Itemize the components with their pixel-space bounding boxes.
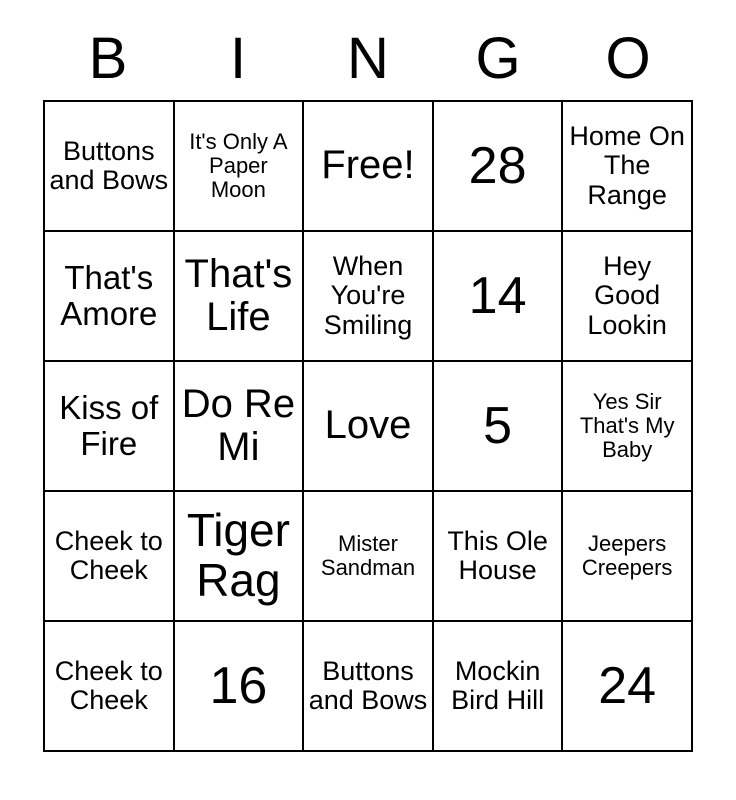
bingo-cell[interactable]	[434, 622, 564, 752]
bingo-cell[interactable]	[434, 102, 564, 232]
header-letter-o: O	[605, 26, 651, 91]
bingo-cell[interactable]	[304, 232, 434, 362]
bingo-cell-label: Cheek to Cheek	[54, 525, 163, 585]
bingo-cell-label: 14	[468, 266, 527, 325]
bingo-cell-label: Cheek to Cheek	[54, 655, 163, 715]
bingo-cell[interactable]	[45, 492, 175, 622]
bingo-cell-free[interactable]	[304, 102, 434, 232]
bingo-cell[interactable]	[563, 492, 693, 622]
bingo-cell[interactable]	[45, 232, 175, 362]
bingo-cell[interactable]	[45, 362, 175, 492]
bingo-cell[interactable]	[175, 102, 305, 232]
bingo-cell[interactable]	[175, 362, 305, 492]
bingo-cell-label: Do Re Mi	[181, 381, 296, 469]
bingo-cell-label: When You're Smiling	[323, 251, 413, 340]
bingo-cell[interactable]	[175, 622, 305, 752]
bingo-cell[interactable]	[175, 232, 305, 362]
bingo-cell-label: Buttons and Bows	[308, 655, 428, 715]
bingo-cell[interactable]	[434, 362, 564, 492]
bingo-cell[interactable]	[434, 492, 564, 622]
bingo-header-row	[43, 28, 693, 90]
bingo-cell-label: Tiger Rag	[186, 504, 290, 606]
bingo-cell-label: That's Amore	[60, 259, 158, 332]
bingo-row	[45, 492, 693, 622]
bingo-cell-label: 24	[598, 656, 657, 715]
bingo-cell-label: Hey Good Lookin	[587, 251, 667, 340]
bingo-cell[interactable]	[563, 102, 693, 232]
header-letter-g: G	[475, 26, 521, 91]
bingo-cell-label: Kiss of Fire	[59, 389, 159, 462]
bingo-row	[45, 362, 693, 492]
bingo-cell-label: Yes Sir That's My Baby	[579, 389, 675, 462]
bingo-cell-label: Mockin Bird Hill	[451, 655, 545, 715]
header-letter-i: I	[229, 26, 247, 91]
bingo-cell-label: It's Only A Paper Moon	[189, 129, 288, 202]
bingo-cell-label: 5	[483, 396, 513, 455]
bingo-cell-label: 16	[209, 656, 268, 715]
bingo-row	[45, 102, 693, 232]
bingo-cell[interactable]	[175, 492, 305, 622]
bingo-cell-label: Jeepers Creepers	[581, 531, 673, 580]
bingo-cell[interactable]	[563, 232, 693, 362]
header-letter-n: N	[347, 26, 389, 91]
bingo-cell-label: Free!	[321, 143, 415, 188]
bingo-cell-label: Buttons and Bows	[49, 135, 169, 195]
bingo-row	[45, 232, 693, 362]
bingo-cell-label: Love	[324, 403, 412, 448]
bingo-cell-label: 28	[468, 136, 527, 195]
bingo-cell[interactable]	[45, 622, 175, 752]
bingo-cell[interactable]	[304, 362, 434, 492]
bingo-grid	[43, 100, 693, 752]
bingo-cell[interactable]	[563, 622, 693, 752]
bingo-cell[interactable]	[304, 622, 434, 752]
bingo-row	[45, 622, 693, 752]
bingo-cell[interactable]	[434, 232, 564, 362]
bingo-cell[interactable]	[45, 102, 175, 232]
bingo-cell-label: Mister Sandman	[320, 531, 416, 580]
bingo-cell-label: This Ole House	[447, 525, 548, 585]
bingo-cell[interactable]	[304, 492, 434, 622]
bingo-cell-label: That's Life	[184, 251, 293, 339]
header-letter-b: B	[88, 26, 128, 91]
bingo-cell[interactable]	[563, 362, 693, 492]
bingo-cell-label: Home On The Range	[569, 121, 685, 210]
